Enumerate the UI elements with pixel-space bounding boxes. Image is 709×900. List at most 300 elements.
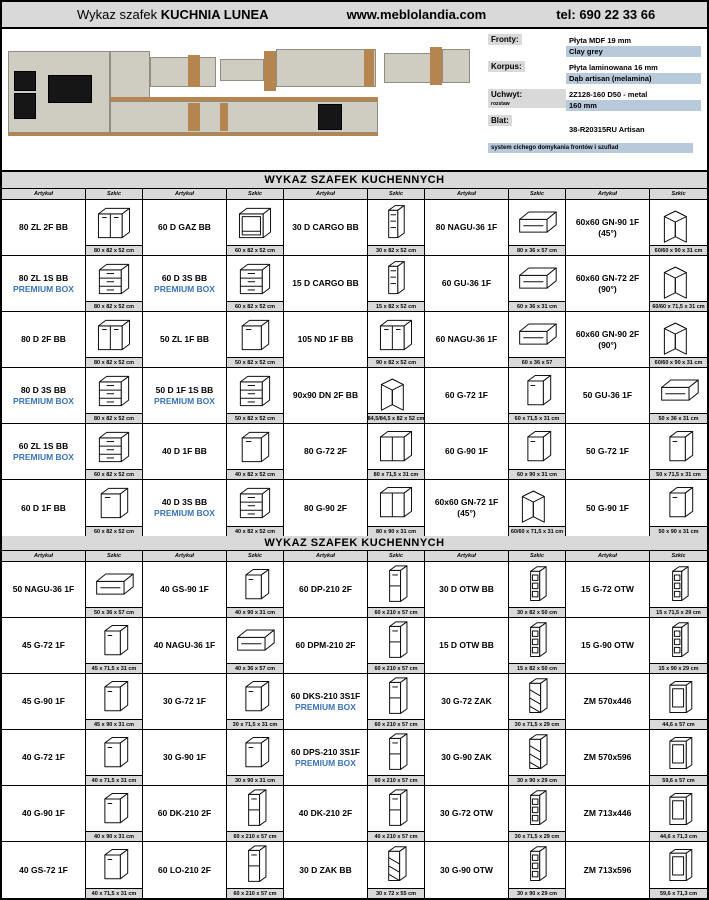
article-code: 80 ZL 1S BB bbox=[18, 272, 69, 283]
article-cell bbox=[143, 618, 227, 673]
dimensions-label: 50 x 71,5 x 31 cm bbox=[650, 469, 707, 479]
article-code: 60 D 3S BB bbox=[161, 272, 208, 283]
dimensions-label: 40 x 90 x 31 cm bbox=[86, 831, 142, 841]
sketch-base2-icon bbox=[368, 312, 424, 357]
col-header-article: Artykuł bbox=[284, 551, 368, 561]
kitchen-open-shelf bbox=[188, 103, 200, 131]
article-cell bbox=[566, 200, 650, 255]
sketch-drawers-icon bbox=[86, 256, 142, 301]
dimensions-label: 15 x 82 x 50 cm bbox=[509, 663, 565, 673]
dimensions-label: 60/60 x 71,5 x 31 cm bbox=[509, 526, 565, 536]
sketch-wall1-icon bbox=[227, 674, 283, 719]
article-code: 60 DP-210 2F bbox=[299, 584, 352, 595]
sketch-cell bbox=[368, 480, 425, 536]
sketch-cell bbox=[509, 562, 566, 617]
dimensions-label: 15 x 71,5 x 29 cm bbox=[650, 607, 707, 617]
article-cell bbox=[425, 368, 509, 423]
sketch-cell bbox=[368, 256, 425, 311]
dimensions-label: 50 x 36 x 31 cm bbox=[650, 413, 707, 423]
sketch-base2-icon bbox=[86, 312, 142, 357]
article-cell bbox=[2, 562, 86, 617]
dimensions-label: 80 x 82 x 52 cm bbox=[86, 413, 142, 423]
article-code: 40 D 3S BB bbox=[161, 497, 208, 508]
sketch-wall1-icon bbox=[86, 730, 142, 775]
sketch-cell bbox=[227, 842, 284, 898]
kitchen-oven-icon bbox=[318, 104, 342, 130]
spec-label: Korpus: bbox=[488, 61, 525, 72]
article-cell bbox=[566, 256, 650, 311]
materials-spec-table bbox=[480, 29, 707, 170]
col-header-article: Artykuł bbox=[425, 551, 509, 561]
dimensions-label: 30 x 90 x 29 cm bbox=[509, 775, 565, 785]
article-cell bbox=[566, 312, 650, 367]
header-bar bbox=[2, 2, 707, 29]
sketch-cell bbox=[509, 256, 566, 311]
spec-footer-note: system cichego domykania frontów i szuflad bbox=[488, 143, 693, 153]
article-code: 30 G-72 OTW bbox=[440, 808, 493, 819]
article-code: 50 G-90 1F bbox=[586, 502, 629, 513]
article-cell bbox=[2, 368, 86, 423]
sketch-cell bbox=[368, 730, 425, 785]
dimensions-label: 60 x 82 x 52 cm bbox=[86, 526, 142, 536]
sketch-tallcol-icon bbox=[368, 730, 424, 775]
article-cell bbox=[143, 368, 227, 423]
sketch-cell bbox=[368, 312, 425, 367]
col-header-sketch: Szkic bbox=[368, 189, 425, 199]
sketch-cell bbox=[368, 842, 425, 898]
sketch-frame-icon bbox=[650, 786, 707, 831]
sketch-cell bbox=[650, 674, 707, 729]
article-code: 50 ZL 1F BB bbox=[160, 334, 209, 345]
sketch-wall1-icon bbox=[650, 424, 707, 469]
sketch-drawers-icon bbox=[227, 368, 283, 413]
dimensions-label: 60/60 x 71,5 x 31 cm bbox=[650, 301, 707, 311]
article-cell bbox=[425, 674, 509, 729]
dimensions-label: 15 x 90 x 29 cm bbox=[650, 663, 707, 673]
dimensions-label: 60/60 x 90 x 31 cm bbox=[650, 357, 707, 367]
dimensions-label: 60 x 82 x 52 cm bbox=[227, 301, 283, 311]
dimensions-label: 90 x 82 x 52 cm bbox=[368, 357, 424, 367]
dimensions-label: 80 x 90 x 31 cm bbox=[368, 526, 424, 536]
sketch-cargo-icon bbox=[368, 200, 424, 245]
article-code: 80 D 3S BB bbox=[20, 384, 67, 395]
kitchen-oven-icon bbox=[14, 71, 36, 91]
article-code: 80 G-90 2F bbox=[304, 502, 347, 513]
col-header-sketch: Szkic bbox=[509, 189, 566, 199]
sketch-wallh-icon bbox=[86, 562, 142, 607]
sketch-opencol-icon bbox=[650, 618, 707, 663]
article-cell bbox=[284, 368, 368, 423]
dimensions-label: 30 x 90 x 29 cm bbox=[509, 888, 565, 898]
sketch-cell bbox=[86, 674, 143, 729]
article-code: 40 GS-72 1F bbox=[19, 864, 68, 875]
article-code: 45 G-90 1F bbox=[22, 696, 65, 707]
dimensions-label: 60 x 210 x 57 cm bbox=[368, 775, 424, 785]
article-cell bbox=[284, 312, 368, 367]
article-code: 30 D ZAK BB bbox=[299, 864, 352, 875]
col-header-article: Artykuł bbox=[284, 189, 368, 199]
sketch-wallh-icon bbox=[509, 200, 565, 245]
article-cell bbox=[425, 786, 509, 841]
article-code: 60 G-72 1F bbox=[445, 390, 488, 401]
article-code: 105 ND 1F BB bbox=[297, 334, 354, 345]
sketch-cell bbox=[368, 200, 425, 255]
dimensions-label: 60 x 82 x 52 cm bbox=[227, 245, 283, 255]
sketch-base1-icon bbox=[227, 312, 283, 357]
article-cell bbox=[143, 786, 227, 841]
sketch-zigzag-icon bbox=[509, 730, 565, 775]
article-code: ZM 713x446 bbox=[583, 808, 632, 819]
kitchen-upper-cabinet bbox=[442, 49, 470, 83]
sketch-wall1-icon bbox=[509, 368, 565, 413]
article-code: 40 G-90 1F bbox=[22, 808, 65, 819]
spec-row-korpus bbox=[488, 62, 701, 84]
article-cell bbox=[2, 618, 86, 673]
article-cell bbox=[284, 618, 368, 673]
dimensions-label: 44,6 x 57 cm bbox=[650, 719, 707, 729]
col-header-article: Artykuł bbox=[566, 551, 650, 561]
dimensions-label: 59,6 x 57 cm bbox=[650, 775, 707, 785]
sketch-cell bbox=[509, 618, 566, 673]
sketch-cell bbox=[368, 562, 425, 617]
article-code: ZM 570x596 bbox=[583, 752, 632, 763]
spec-label: Blat: bbox=[488, 115, 512, 126]
article-cell bbox=[2, 786, 86, 841]
article-cell bbox=[143, 312, 227, 367]
website-link[interactable]: www.meblolandia.com bbox=[346, 7, 487, 22]
article-code: 60 LO-210 2F bbox=[158, 864, 211, 875]
kitchen-open-shelf bbox=[188, 55, 200, 87]
spec-row-uchwyt bbox=[488, 89, 701, 111]
article-code: 40 D 1F BB bbox=[162, 446, 207, 457]
premium-box-label: PREMIUM BOX bbox=[154, 283, 215, 294]
article-code: 60x60 GN-90 1F bbox=[575, 216, 640, 227]
sketch-cell bbox=[509, 312, 566, 367]
col-header-sketch: Szkic bbox=[86, 551, 143, 561]
sketch-wall2-icon bbox=[368, 424, 424, 469]
sketch-cell bbox=[227, 618, 284, 673]
article-code: 60 ZL 1S BB bbox=[18, 440, 69, 451]
article-cell bbox=[2, 842, 86, 898]
sketch-wall1-icon bbox=[227, 562, 283, 607]
col-header-article: Artykuł bbox=[143, 551, 227, 561]
sketch-opencol-icon bbox=[509, 842, 565, 888]
dimensions-label: 80 x 71,5 x 31 cm bbox=[368, 469, 424, 479]
article-cell bbox=[566, 674, 650, 729]
article-cell bbox=[284, 730, 368, 785]
article-cell bbox=[566, 618, 650, 673]
table-row bbox=[2, 730, 707, 786]
dimensions-label: 80 x 82 x 52 cm bbox=[86, 357, 142, 367]
article-cell bbox=[284, 674, 368, 729]
sketch-base1-icon bbox=[86, 480, 142, 526]
sketch-opencol-icon bbox=[509, 562, 565, 607]
dimensions-label: 40 x 71,5 x 31 cm bbox=[86, 888, 142, 898]
article-code: 60 DPS-210 3S1F bbox=[291, 746, 360, 757]
dimensions-label: 60 x 36 x 57 bbox=[509, 357, 565, 367]
dimensions-label: 40 x 36 x 57 cm bbox=[227, 663, 283, 673]
sketch-cell bbox=[86, 312, 143, 367]
article-cell bbox=[284, 424, 368, 479]
sketch-cell bbox=[86, 480, 143, 536]
dimensions-label: 30 x 90 x 31 cm bbox=[227, 775, 283, 785]
sketch-cell bbox=[86, 256, 143, 311]
sketch-wallh-icon bbox=[650, 368, 707, 413]
article-code: 80 G-72 2F bbox=[304, 446, 347, 457]
sketch-tallcol-icon bbox=[368, 786, 424, 831]
article-code: 60 D GAZ BB bbox=[158, 222, 211, 233]
sketch-cell bbox=[650, 730, 707, 785]
sketch-cell bbox=[368, 674, 425, 729]
article-code: 30 G-90 ZAK bbox=[441, 752, 492, 763]
table-row bbox=[2, 312, 707, 368]
sketch-cell bbox=[650, 618, 707, 673]
article-code: 60 D 1F BB bbox=[21, 502, 66, 513]
phone-number: tel: 690 22 33 66 bbox=[556, 7, 656, 22]
cabinet-table-1 bbox=[2, 200, 707, 536]
sketch-cell bbox=[86, 618, 143, 673]
sketch-cell bbox=[509, 200, 566, 255]
kitchen-elevation-image bbox=[2, 29, 480, 170]
article-cell bbox=[425, 730, 509, 785]
dimensions-label: 40 x 210 x 57 cm bbox=[368, 831, 424, 841]
kitchen-open-shelf bbox=[264, 51, 276, 91]
table-row bbox=[2, 424, 707, 480]
article-code: 30 G-72 ZAK bbox=[441, 696, 492, 707]
col-header-article: Artykuł bbox=[566, 189, 650, 199]
sketch-drawers-icon bbox=[227, 256, 283, 301]
article-cell bbox=[566, 842, 650, 898]
page-title: Wykaz szafek KUCHNIA LUNEA bbox=[77, 7, 269, 22]
spec-value-highlight: 160 mm bbox=[566, 100, 701, 111]
sketch-cell bbox=[227, 562, 284, 617]
dimensions-label: 60 x 210 x 57 cm bbox=[227, 831, 283, 841]
spec-sublabel: rozstaw bbox=[488, 100, 566, 108]
table-row bbox=[2, 842, 707, 898]
sketch-wall2-icon bbox=[368, 480, 424, 526]
sketch-wall1-icon bbox=[86, 674, 142, 719]
article-code: 30 G-72 1F bbox=[163, 696, 206, 707]
sketch-tallcol-icon bbox=[227, 786, 283, 831]
kitchen-double-oven-icon bbox=[48, 75, 92, 103]
article-cell bbox=[2, 312, 86, 367]
sketch-corner-icon bbox=[650, 312, 707, 357]
sketch-wall1-icon bbox=[86, 842, 142, 888]
dimensions-label: 60 x 210 x 57 cm bbox=[227, 888, 283, 898]
sketch-cell bbox=[509, 730, 566, 785]
article-code: 40 GS-90 1F bbox=[160, 584, 209, 595]
sketch-cell bbox=[368, 786, 425, 841]
article-cell bbox=[143, 730, 227, 785]
col-header-sketch: Szkic bbox=[650, 551, 707, 561]
sketch-cell bbox=[650, 480, 707, 536]
sketch-cell bbox=[227, 786, 284, 841]
spec-value: Płyta laminowana 16 mm bbox=[569, 63, 658, 72]
dimensions-label: 50 x 82 x 52 cm bbox=[227, 413, 283, 423]
column-header-row bbox=[2, 189, 707, 200]
col-header-sketch: Szkic bbox=[509, 551, 566, 561]
article-code: 60 DPM-210 2F bbox=[295, 640, 356, 651]
spec-row-blat bbox=[488, 116, 701, 135]
article-code: 60 GU-36 1F bbox=[441, 278, 492, 289]
article-code: 90x90 DN 2F BB bbox=[292, 390, 359, 401]
dimensions-label: 30 x 71,5 x 29 cm bbox=[509, 719, 565, 729]
premium-box-label: PREMIUM BOX bbox=[13, 283, 74, 294]
article-code: 80 ZL 2F BB bbox=[19, 222, 68, 233]
spec-value-highlight: Dąb artisan (melamina) bbox=[566, 73, 701, 84]
sketch-cell bbox=[650, 842, 707, 898]
sketch-cell bbox=[86, 424, 143, 479]
dimensions-label: 60 x 210 x 57 cm bbox=[368, 607, 424, 617]
article-code: 50 NAGU-36 1F bbox=[12, 584, 75, 595]
dimensions-label: 84,5/84,5 x 82 x 52 cm bbox=[368, 413, 424, 423]
sketch-cargo-icon bbox=[368, 256, 424, 301]
article-cell bbox=[284, 256, 368, 311]
article-cell bbox=[2, 674, 86, 729]
sketch-cell bbox=[509, 674, 566, 729]
sketch-cell bbox=[86, 562, 143, 617]
dimensions-label: 45 x 90 x 31 cm bbox=[86, 719, 142, 729]
sketch-cell bbox=[227, 256, 284, 311]
premium-box-label: PREMIUM BOX bbox=[295, 757, 356, 768]
sketch-zigzag-icon bbox=[368, 842, 424, 888]
sketch-opencol-icon bbox=[509, 786, 565, 831]
spec-row-fronty bbox=[488, 35, 701, 57]
sketch-cell bbox=[509, 786, 566, 841]
col-header-article: Artykuł bbox=[2, 189, 86, 199]
kitchen-open-shelf bbox=[430, 47, 442, 85]
article-cell bbox=[143, 256, 227, 311]
sketch-tallcol-icon bbox=[368, 674, 424, 719]
article-cell bbox=[143, 480, 227, 536]
table-row bbox=[2, 786, 707, 842]
article-code: 60 NAGU-36 1F bbox=[435, 334, 498, 345]
article-code: 60 DKS-210 3S1F bbox=[290, 690, 361, 701]
article-code: 50 G-72 1F bbox=[586, 446, 629, 457]
top-section bbox=[2, 29, 707, 172]
article-cell bbox=[2, 256, 86, 311]
article-cell bbox=[2, 200, 86, 255]
article-code: ZM 570x446 bbox=[583, 696, 632, 707]
sketch-zigzag-icon bbox=[509, 674, 565, 719]
article-cell bbox=[284, 200, 368, 255]
sketch-cell bbox=[368, 424, 425, 479]
kitchen-upper-cabinet bbox=[276, 49, 376, 87]
sketch-base1-icon bbox=[227, 424, 283, 469]
spec-label: Fronty: bbox=[488, 34, 522, 45]
article-cell bbox=[425, 480, 509, 536]
table-row bbox=[2, 480, 707, 536]
article-code: 80 NAGU-36 1F bbox=[435, 222, 498, 233]
sketch-frame-icon bbox=[650, 674, 707, 719]
sketch-base2-icon bbox=[86, 200, 142, 245]
table-row bbox=[2, 368, 707, 424]
table-row bbox=[2, 200, 707, 256]
article-code: ZM 713x596 bbox=[583, 864, 632, 875]
sketch-corner-icon bbox=[650, 256, 707, 301]
article-code: 80 D 2F BB bbox=[21, 334, 66, 345]
kitchen-upper-cabinet bbox=[150, 57, 216, 87]
dimensions-label: 60 x 82 x 52 cm bbox=[86, 469, 142, 479]
article-cell bbox=[566, 786, 650, 841]
col-header-sketch: Szkic bbox=[86, 189, 143, 199]
sketch-cell bbox=[227, 674, 284, 729]
sketch-cell bbox=[227, 368, 284, 423]
dimensions-label: 44,6 x 71,3 cm bbox=[650, 831, 707, 841]
article-cell bbox=[425, 562, 509, 617]
article-code: 30 G-90 OTW bbox=[440, 864, 493, 875]
dimensions-label: 30 x 82 x 52 cm bbox=[368, 245, 424, 255]
article-cell bbox=[143, 842, 227, 898]
col-header-sketch: Szkic bbox=[227, 189, 284, 199]
sketch-wall1-icon bbox=[227, 730, 283, 775]
sketch-openbox-icon bbox=[227, 200, 283, 245]
article-cell bbox=[425, 618, 509, 673]
article-code: 60x60 GN-90 2F bbox=[575, 328, 640, 339]
spec-value: Płyta MDF 19 mm bbox=[569, 36, 632, 45]
sketch-tallcol-icon bbox=[227, 842, 283, 888]
sketch-drawers-icon bbox=[227, 480, 283, 526]
dimensions-label: 50 x 82 x 52 cm bbox=[227, 357, 283, 367]
sketch-opencol-icon bbox=[650, 562, 707, 607]
article-cell bbox=[143, 424, 227, 479]
article-cell bbox=[143, 562, 227, 617]
section-title-1: WYKAZ SZAFEK KUCHENNYCH bbox=[2, 172, 707, 189]
kitchen-plinth bbox=[8, 133, 378, 136]
article-code: 15 G-90 OTW bbox=[581, 640, 634, 651]
article-cell bbox=[566, 368, 650, 423]
article-cell bbox=[284, 842, 368, 898]
sketch-cell bbox=[509, 424, 566, 479]
spec-label: Uchwyt: bbox=[488, 89, 566, 100]
premium-box-label: PREMIUM BOX bbox=[154, 395, 215, 406]
sketch-cell bbox=[86, 730, 143, 785]
article-code: 40 NAGU-36 1F bbox=[153, 640, 216, 651]
article-cell bbox=[143, 200, 227, 255]
dimensions-label: 40 x 90 x 31 cm bbox=[227, 607, 283, 617]
article-cell bbox=[425, 312, 509, 367]
dimensions-label: 60/60 x 90 x 31 cm bbox=[650, 245, 707, 255]
dimensions-label: 60 x 210 x 57 cm bbox=[368, 663, 424, 673]
article-cell bbox=[566, 730, 650, 785]
premium-box-label: PREMIUM BOX bbox=[295, 701, 356, 712]
sketch-wallh-icon bbox=[509, 312, 565, 357]
dimensions-label: 60 x 36 x 31 cm bbox=[509, 301, 565, 311]
premium-box-label: PREMIUM BOX bbox=[13, 451, 74, 462]
sketch-cell bbox=[227, 480, 284, 536]
table-row bbox=[2, 562, 707, 618]
spec-value-highlight: Clay grey bbox=[566, 46, 701, 57]
sketch-cell bbox=[86, 842, 143, 898]
dimensions-label: 59,6 x 71,3 cm bbox=[650, 888, 707, 898]
kitchen-open-shelf bbox=[220, 103, 228, 131]
sketch-cell bbox=[86, 368, 143, 423]
article-code: 40 G-72 1F bbox=[22, 752, 65, 763]
article-code-angle: (90°) bbox=[598, 339, 617, 350]
article-code: 30 D OTW BB bbox=[439, 584, 494, 595]
article-cell bbox=[566, 480, 650, 536]
dimensions-label: 45 x 71,5 x 31 cm bbox=[86, 663, 142, 673]
col-header-sketch: Szkic bbox=[650, 189, 707, 199]
table-row bbox=[2, 618, 707, 674]
sketch-cell bbox=[650, 424, 707, 479]
article-cell bbox=[284, 480, 368, 536]
dimensions-label: 40 x 71,5 x 31 cm bbox=[86, 775, 142, 785]
article-code: 45 G-72 1F bbox=[22, 640, 65, 651]
premium-box-label: PREMIUM BOX bbox=[154, 508, 215, 518]
table-row bbox=[2, 674, 707, 730]
article-cell bbox=[425, 200, 509, 255]
